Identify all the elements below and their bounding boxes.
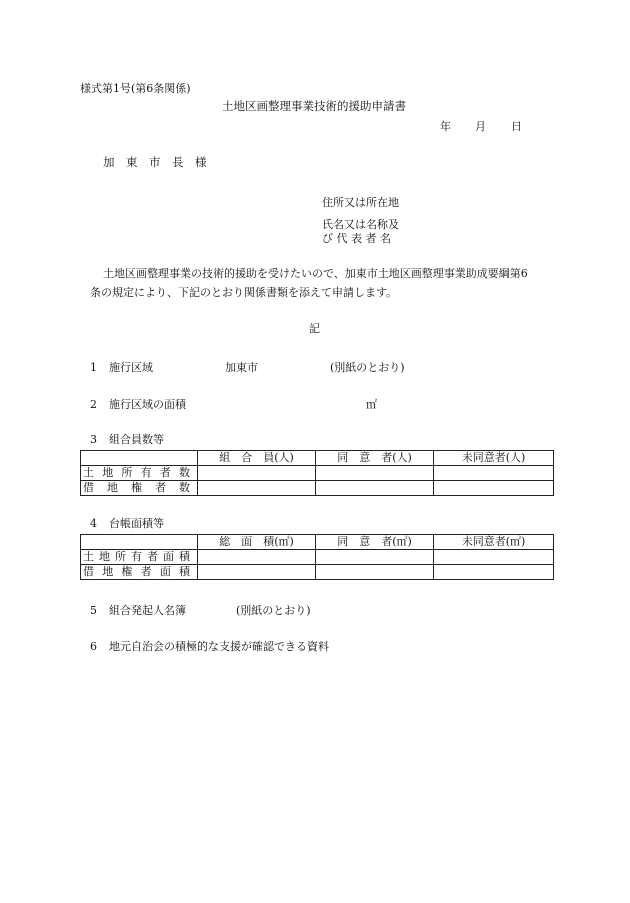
input-cell[interactable] xyxy=(316,481,434,496)
date-month-label: 月 xyxy=(475,120,486,133)
ki-heading: 記 xyxy=(309,322,320,335)
form-number: 様式第1号(第6条関係) xyxy=(80,82,191,95)
input-cell[interactable] xyxy=(198,466,316,481)
item3-label: 組合員数等 xyxy=(109,433,164,446)
members-table xyxy=(80,450,554,496)
input-cell[interactable] xyxy=(434,481,554,496)
item5-label: 組合発起人名簿 xyxy=(109,604,186,617)
input-cell[interactable] xyxy=(434,565,554,580)
item1-number: 1 xyxy=(90,361,97,374)
table-header-cell: 総 面 積(㎡) xyxy=(198,535,316,550)
row-label: 土地所有者面積 xyxy=(81,550,198,565)
input-cell[interactable] xyxy=(316,466,434,481)
table-header-cell: 同 意 者(人) xyxy=(316,451,434,466)
table-header-row xyxy=(81,451,554,466)
table-row xyxy=(81,481,554,496)
table-row xyxy=(81,565,554,580)
input-cell[interactable] xyxy=(316,565,434,580)
row-label: 土地所有者数 xyxy=(81,466,198,481)
input-cell[interactable] xyxy=(434,466,554,481)
item1-value: 加東市 xyxy=(225,361,258,374)
name-label-line1: 氏名又は名称及 xyxy=(322,218,399,231)
input-cell[interactable] xyxy=(198,481,316,496)
body-text-line1: 土地区画整理事業の技術的援助を受けたいので、加東市土地区画整理事業助成要綱第6 xyxy=(103,267,528,280)
table-header-cell: 同 意 者(㎡) xyxy=(316,535,434,550)
item2-label: 施行区域の面積 xyxy=(109,398,186,411)
name-label-line2: び 代 表 者 名 xyxy=(322,232,391,245)
table-header-cell: 未同意者(㎡) xyxy=(434,535,554,550)
date-year-label: 年 xyxy=(440,120,451,133)
input-cell[interactable] xyxy=(316,550,434,565)
item1-label: 施行区域 xyxy=(109,361,153,374)
table-corner-cell xyxy=(81,535,198,550)
addressee: 加 東 市 長 様 xyxy=(103,155,207,169)
table-row xyxy=(81,466,554,481)
input-cell[interactable] xyxy=(198,565,316,580)
document-title: 土地区画整理事業技術的援助申請書 xyxy=(222,99,406,113)
item6-number: 6 xyxy=(90,640,97,653)
item1-note: (別紙のとおり) xyxy=(330,361,405,374)
table-header-cell: 未同意者(人) xyxy=(434,451,554,466)
body-text-line2: 条の規定により、下記のとおり関係書類を添えて申請します。 xyxy=(90,286,398,299)
item6-label: 地元自治会の積極的な支援が確認できる資料 xyxy=(109,640,329,653)
item2-number: 2 xyxy=(90,398,97,411)
item2-unit: ㎡ xyxy=(366,398,377,411)
item5-note: (別紙のとおり) xyxy=(236,604,311,617)
row-label: 借地権者面積 xyxy=(81,565,198,580)
row-label: 借地権者数 xyxy=(81,481,198,496)
item4-label: 台帳面積等 xyxy=(109,517,164,530)
item3-number: 3 xyxy=(90,433,97,446)
date-day-label: 日 xyxy=(511,120,522,133)
address-label: 住所又は所在地 xyxy=(322,196,399,209)
area-table xyxy=(80,534,554,580)
input-cell[interactable] xyxy=(434,550,554,565)
table-row xyxy=(81,550,554,565)
table-header-cell: 組 合 員(人) xyxy=(198,451,316,466)
item4-number: 4 xyxy=(90,517,97,530)
table-corner-cell xyxy=(81,451,198,466)
input-cell[interactable] xyxy=(198,550,316,565)
item5-number: 5 xyxy=(90,604,97,617)
table-header-row xyxy=(81,535,554,550)
